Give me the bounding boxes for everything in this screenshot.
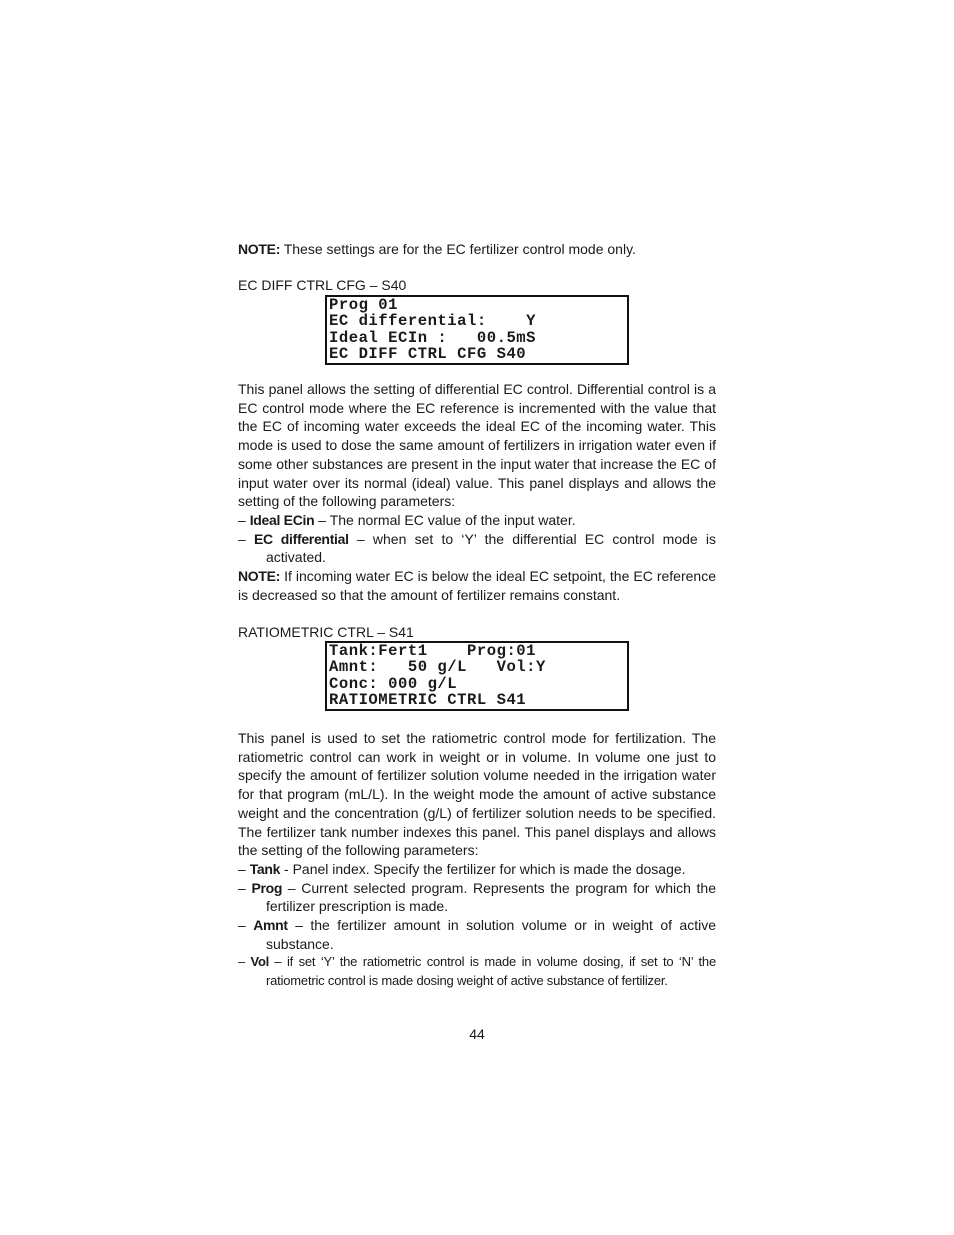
page-number: 44 bbox=[469, 1026, 485, 1042]
term: Ideal ECin bbox=[249, 511, 315, 528]
note-paragraph: NOTE: If incoming water EC is below the ideal EC setpoint, the EC reference is decreased so that the amount of fertilizer remains constant. bbox=[238, 568, 716, 603]
term: Tank bbox=[249, 860, 281, 877]
section-heading-s40: EC DIFF CTRL CFG – S40 bbox=[238, 277, 407, 293]
lcd-line: Prog 01 bbox=[329, 297, 399, 314]
section-body-s40 bbox=[238, 380, 716, 604]
lcd-line: EC differential: Y bbox=[329, 313, 537, 330]
lcd-line: Amnt: 50 g/L Vol:Y bbox=[329, 659, 546, 676]
section-heading-s41: RATIOMETRIC CTRL – S41 bbox=[238, 624, 414, 640]
note-label: NOTE: bbox=[238, 568, 281, 585]
lcd-line: RATIOMETRIC CTRL S41 bbox=[329, 692, 527, 709]
list-item: – Amnt – the fertilizer amount in solution volume or in weight of active substance. bbox=[238, 917, 716, 952]
note-text: These settings are for the EC fertilizer control mode only. bbox=[280, 241, 636, 257]
lcd-line: Tank:Fert1 Prog:01 bbox=[329, 643, 537, 660]
list-item: – Prog – Current selected program. Represents the program for which the fertilizer prescription is made. bbox=[238, 879, 716, 915]
term: Amnt bbox=[253, 917, 288, 934]
lcd-panel-s41 bbox=[325, 641, 629, 711]
list-item: – EC differential – when set to ‘Y’ the differential EC control mode is activated. bbox=[238, 530, 716, 566]
paragraph: This panel is used to set the ratiometric control mode for fertilization. The ratiometric control can work in weight or in volume. In volume one just to specify the amount of fertilizer solution volume needed in the irrigation water for that program (mL/L). In the weight mode the amount of active substance weight and the concentration (g/L) of fertilizer solution needs to be specified. The fertilizer tank number indexes this panel. This panel displays and allows the setting of the following parameters: bbox=[238, 730, 716, 859]
list-item: – Tank - Panel index. Specify the fertilizer for which is made the dosage. bbox=[238, 860, 686, 877]
term: EC differential bbox=[254, 530, 349, 547]
list-item: – Vol – if set ‘Y’ the ratiometric control is made in volume dosing, if set to ‘N’ the ratiometric control is made dosing weight of active substance of fertilizer. bbox=[238, 954, 716, 989]
lcd-line: EC DIFF CTRL CFG S40 bbox=[329, 346, 527, 363]
paragraph: This panel allows the setting of differential EC control. Differential control is a EC control mode where the EC reference is incremented with the value that the EC of incoming water exceeds the ideal EC of the incoming water. This mode is used to dose the same amount of fertilizers in irrigation water even if some other substances are present in the input water that increase the EC of input water over its normal (ideal) value. This panel displays and allows the setting of the following parameters: bbox=[238, 381, 716, 510]
term: Vol bbox=[250, 954, 269, 970]
term: Prog bbox=[251, 879, 283, 896]
lcd-panel-s40 bbox=[325, 295, 629, 365]
lcd-line: Ideal ECIn : 00.5mS bbox=[329, 329, 537, 347]
lcd-line: Conc: 000 g/L bbox=[329, 675, 458, 693]
note-label: NOTE: bbox=[238, 241, 281, 257]
list-item: – Ideal ECin – The normal EC value of the input water. bbox=[238, 511, 576, 528]
section-body-s41 bbox=[238, 729, 716, 991]
note-settings bbox=[238, 240, 636, 259]
